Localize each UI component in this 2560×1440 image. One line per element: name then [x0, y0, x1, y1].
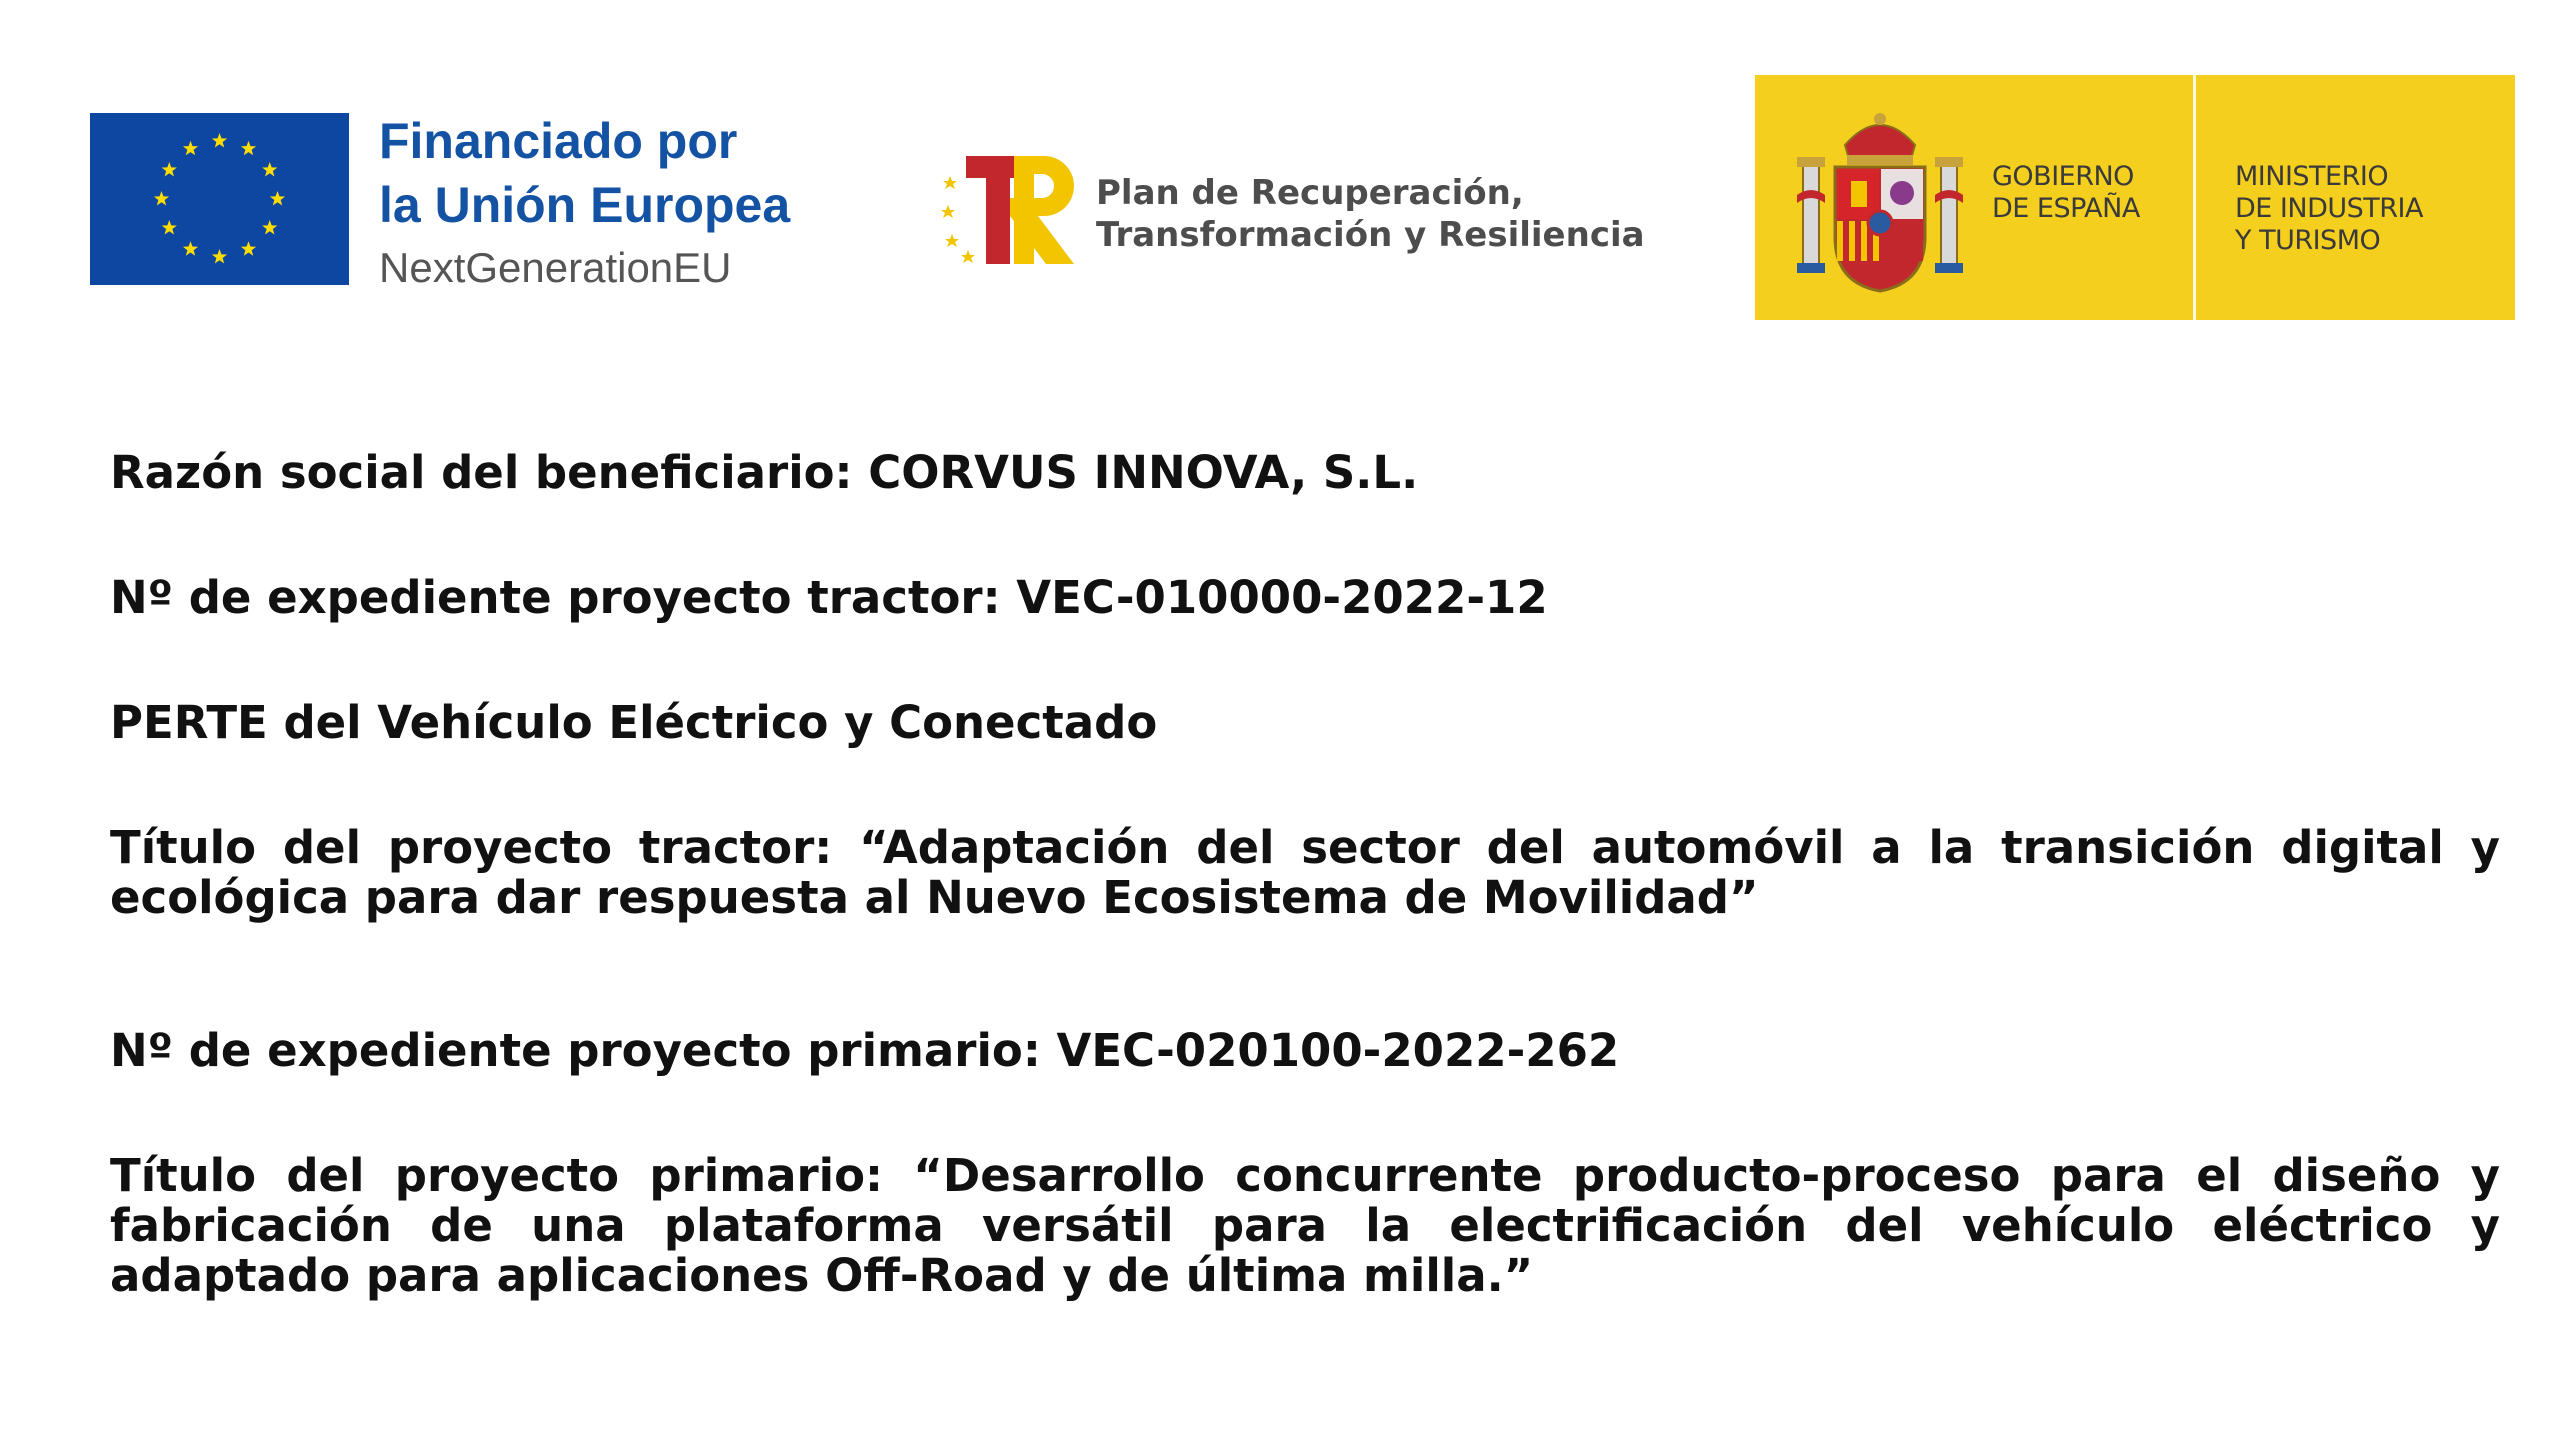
- prtr-text-line1: Plan de Recuperación,: [1096, 173, 1524, 213]
- eu-star-icon: [212, 249, 227, 263]
- tractor-project-title: Título del proyecto tractor: “Adaptación del sector del automóvil a la transición digital y ecológica para dar respuesta al Nuevo Ecosistema de Movilidad”: [110, 821, 2500, 924]
- eu-star-icon: [183, 241, 198, 255]
- eu-text-line3: NextGenerationEU: [379, 244, 732, 291]
- government-of-spain-logo: [1755, 75, 2515, 320]
- government-logo-divider: [2193, 75, 2196, 320]
- tractor-project-file-number: Nº de expediente proyecto tractor: VEC-010000-2022-12: [110, 571, 1548, 624]
- prtr-logo: [940, 150, 1645, 270]
- eu-funding-text: [379, 109, 790, 299]
- prtr-tr-mark-icon: [940, 150, 1090, 270]
- eu-text-line2: la Unión Europea: [379, 177, 791, 233]
- eu-funding-logo: [90, 113, 790, 299]
- spanish-coat-of-arms-icon: [1795, 105, 1965, 295]
- eu-star-icon: [241, 141, 256, 155]
- eu-star-icon: [262, 220, 277, 234]
- perte-name: PERTE del Vehículo Eléctrico y Conectado: [110, 696, 1158, 749]
- primary-project-file-number: Nº de expediente proyecto primario: VEC-020100-2022-262: [110, 1024, 1620, 1077]
- eu-star-icon: [270, 191, 285, 205]
- prtr-text: [1096, 172, 1645, 256]
- eu-text-line1: Financiado por: [379, 113, 738, 169]
- beneficiary-name: Razón social del beneficiario: CORVUS INNOVA, S.L.: [110, 446, 1419, 499]
- eu-star-icon: [162, 220, 177, 234]
- eu-star-icon: [183, 141, 198, 155]
- government-name-line2: DE ESPAÑA: [1992, 193, 2140, 224]
- government-name: [1992, 161, 2140, 225]
- eu-flag-icon: [90, 113, 349, 285]
- prtr-text-line2: Transformación y Resiliencia: [1096, 215, 1645, 255]
- eu-star-icon: [241, 241, 256, 255]
- eu-star-icon: [154, 191, 169, 205]
- ministry-name: [2235, 161, 2423, 257]
- government-name-line1: GOBIERNO: [1992, 161, 2134, 192]
- eu-star-icon: [162, 162, 177, 176]
- eu-star-icon: [262, 162, 277, 176]
- eu-star-icon: [212, 133, 227, 147]
- primary-project-title: Título del proyecto primario: “Desarrollo concurrente producto-proceso para el diseño y fabricación de una plataforma versátil para la electrificación del vehículo eléctrico y adaptado para aplicaciones Off-Road y de última milla.”: [110, 1149, 2500, 1302]
- ministry-name-line2: DE INDUSTRIA: [2235, 193, 2423, 224]
- ministry-name-line1: MINISTERIO: [2235, 161, 2389, 192]
- ministry-name-line3: Y TURISMO: [2235, 225, 2381, 256]
- logo-strip: [0, 0, 2560, 330]
